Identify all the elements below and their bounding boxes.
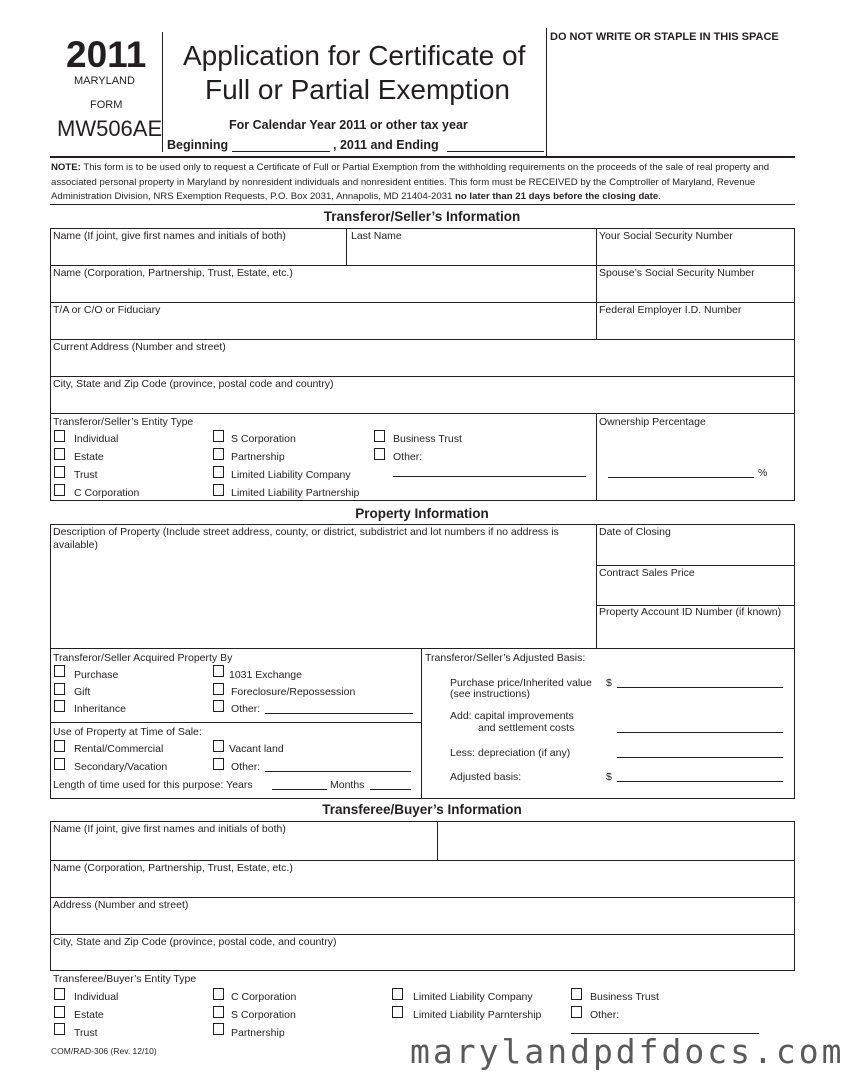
form-state: MARYLAND — [74, 75, 135, 87]
seller-section-heading: Transferor/Seller’s Information — [323, 209, 521, 224]
use-rental-label: Rental/Commercial — [74, 743, 164, 755]
adjusted-basis-label: Adjusted basis: — [450, 771, 522, 783]
seller-row-line — [50, 302, 795, 303]
header-bottom-rule — [50, 156, 795, 158]
property-col-line — [421, 648, 422, 799]
seller-other-checkbox[interactable] — [374, 448, 385, 460]
depreciation-label: Less: depreciation (if any) — [450, 747, 571, 759]
form-code: COM/RAD-306 (Rev. 12/10) — [51, 1046, 157, 1056]
seller-partnership-checkbox[interactable] — [213, 448, 224, 460]
depreciation-field[interactable] — [617, 757, 783, 758]
page-title: Application for Certificate of — [183, 40, 526, 71]
property-section-heading: Property Information — [355, 506, 489, 521]
buyer-name-corp-field[interactable]: Name (Corporation, Partnership, Trust, Estate, etc.) — [53, 862, 293, 874]
seller-row-line — [50, 413, 795, 414]
seller-partnership-label: Partnership — [231, 451, 285, 463]
property-account-id-field[interactable]: Property Account ID Number (if known) — [599, 606, 782, 618]
buyer-estate-label: Estate — [74, 1009, 104, 1021]
note-end: . — [658, 191, 661, 203]
buyer-individual-label: Individual — [74, 991, 119, 1003]
percent-sign: % — [758, 467, 768, 479]
use-other-field[interactable] — [265, 771, 411, 772]
acq-purchase-checkbox[interactable] — [54, 665, 65, 677]
acq-other-label: Other: — [231, 703, 261, 715]
adjusted-basis-heading: Transferor/Seller’s Adjusted Basis: — [425, 652, 586, 664]
buyer-llp-checkbox[interactable] — [392, 1006, 403, 1018]
buyer-s-corp-label: S Corporation — [231, 1009, 296, 1021]
buyer-s-corp-checkbox[interactable] — [213, 1006, 224, 1018]
date-of-closing-field[interactable]: Date of Closing — [599, 526, 671, 538]
seller-entity-type-label: Transferor/Seller’s Entity Type — [53, 416, 194, 428]
seller-spouse-ssn-field[interactable]: Spouse’s Social Security Number — [599, 267, 755, 279]
acq-inheritance-checkbox[interactable] — [54, 700, 65, 712]
seller-llc-checkbox[interactable] — [213, 466, 224, 478]
buyer-trust-checkbox[interactable] — [54, 1023, 65, 1035]
beginning-field[interactable] — [232, 151, 330, 152]
seller-row-line — [50, 339, 795, 340]
seller-name-joint-field[interactable]: Name (If joint, give first names and initials of both) — [53, 230, 286, 242]
seller-estate-label: Estate — [74, 451, 104, 463]
buyer-row-line — [50, 860, 795, 861]
buyer-c-corp-checkbox[interactable] — [213, 988, 224, 1000]
seller-row-line — [50, 265, 795, 266]
acq-foreclosure-checkbox[interactable] — [213, 683, 224, 695]
months-label: Months — [330, 779, 365, 791]
acq-gift-checkbox[interactable] — [54, 683, 65, 695]
seller-trust-label: Trust — [74, 469, 98, 481]
months-field[interactable] — [370, 789, 411, 790]
buyer-llc-label: Limited Liability Company — [413, 991, 533, 1003]
use-other-checkbox[interactable] — [213, 758, 224, 770]
seller-ownership-label: Ownership Percentage — [599, 416, 706, 428]
seller-other-label: Other: — [393, 451, 423, 463]
seller-business-trust-checkbox[interactable] — [374, 430, 385, 442]
seller-col-line — [596, 413, 597, 501]
buyer-llc-checkbox[interactable] — [392, 988, 403, 1000]
buyer-individual-checkbox[interactable] — [54, 988, 65, 1000]
seller-s-corp-label: S Corporation — [231, 433, 296, 445]
seller-business-trust-label: Business Trust — [393, 433, 462, 445]
use-secondary-label: Secondary/Vacation — [74, 761, 168, 773]
form-year: 2011 — [66, 34, 147, 75]
buyer-other-label: Other: — [590, 1009, 620, 1021]
acq-other-checkbox[interactable] — [213, 700, 224, 712]
see-instructions-label: (see instructions) — [450, 688, 530, 700]
use-secondary-checkbox[interactable] — [54, 758, 65, 770]
tax-year-subtitle: For Calendar Year 2011 or other tax year — [229, 118, 468, 132]
seller-name-corp-field[interactable]: Name (Corporation, Partnership, Trust, Estate, etc.) — [53, 267, 293, 279]
do-not-write-notice: DO NOT WRITE OR STAPLE IN THIS SPACE — [550, 31, 779, 43]
use-vacant-label: Vacant land — [229, 743, 284, 755]
seller-col-line — [346, 228, 347, 265]
note-text — [51, 161, 796, 205]
acq-foreclosure-label: Foreclosure/Repossession — [231, 686, 356, 698]
capital-improvements-field[interactable] — [617, 732, 783, 733]
dollar-sign-2: $ — [606, 771, 612, 783]
ending-field[interactable] — [447, 151, 544, 152]
use-rental-checkbox[interactable] — [54, 740, 65, 752]
buyer-business-trust-checkbox[interactable] — [571, 988, 582, 1000]
seller-llp-checkbox[interactable] — [213, 484, 224, 496]
use-vacant-checkbox[interactable] — [213, 740, 224, 752]
seller-other-field[interactable] — [393, 476, 586, 477]
purchase-price-label: Purchase price/Inherited value — [450, 677, 592, 689]
acq-purchase-label: Purchase — [74, 669, 119, 681]
adjusted-basis-field[interactable] — [617, 781, 783, 782]
buyer-col-line — [437, 821, 438, 860]
buyer-address-field[interactable]: Address (Number and street) — [53, 899, 189, 911]
property-row-line — [596, 565, 795, 566]
seller-llp-label: Limited Liability Partnership — [231, 487, 360, 499]
buyer-c-corp-label: C Corporation — [231, 991, 297, 1003]
seller-llc-label: Limited Liability Company — [231, 469, 351, 481]
buyer-row-line — [50, 934, 795, 935]
seller-estate-checkbox[interactable] — [54, 448, 65, 460]
note-deadline: no later than 21 days before the closing date — [455, 191, 659, 203]
buyer-name-joint-field[interactable]: Name (If joint, give first names and initials of both) — [53, 823, 286, 835]
years-field[interactable] — [272, 789, 327, 790]
buyer-trust-label: Trust — [74, 1027, 98, 1039]
acquired-by-label: Transferor/Seller Acquired Property By — [53, 652, 233, 664]
buyer-row-line — [50, 897, 795, 898]
seller-address-field[interactable]: Current Address (Number and street) — [53, 341, 226, 353]
seller-individual-label: Individual — [74, 433, 119, 445]
buyer-city-field[interactable]: City, State and Zip Code (province, postal code, and country) — [53, 936, 337, 948]
buyer-partnership-checkbox[interactable] — [213, 1023, 224, 1035]
beginning-label: Beginning — [167, 138, 229, 152]
buyer-llp-label: Limited Liability Parntership — [413, 1009, 542, 1021]
buyer-other-checkbox[interactable] — [571, 1006, 582, 1018]
property-col-line — [596, 524, 597, 648]
dollar-sign-1: $ — [606, 677, 612, 689]
property-row-line — [50, 722, 421, 723]
acq-1031-exchange-checkbox[interactable] — [213, 665, 224, 677]
page-title-line2: Full or Partial Exemption — [205, 74, 511, 105]
seller-c-corp-label: C Corporation — [74, 487, 140, 499]
acq-other-field[interactable] — [265, 713, 413, 714]
buyer-business-trust-label: Business Trust — [590, 991, 659, 1003]
buyer-box — [50, 821, 795, 971]
use-of-property-label: Use of Property at Time of Sale: — [53, 726, 202, 738]
acq-gift-label: Gift — [74, 686, 91, 698]
settlement-costs-label: and settlement costs — [478, 722, 575, 734]
seller-col-line — [596, 228, 597, 339]
acq-1031-exchange-label: 1031 Exchange — [229, 669, 302, 681]
property-row-line — [50, 648, 795, 649]
length-of-time-label: Length of time used for this purpose: Years — [53, 779, 253, 791]
seller-ssn-field[interactable]: Your Social Security Number — [599, 230, 733, 242]
purchase-price-field[interactable] — [617, 687, 783, 688]
contract-sales-price-field[interactable]: Contract Sales Price — [599, 567, 695, 579]
seller-fein-field[interactable]: Federal Employer I.D. Number — [599, 304, 742, 316]
capital-improvements-label: Add: capital improvements — [450, 710, 574, 722]
form-number: MW506AE — [57, 116, 163, 141]
seller-last-name-field[interactable]: Last Name — [351, 230, 402, 242]
note-bottom-rule — [50, 204, 795, 205]
acq-inheritance-label: Inheritance — [74, 703, 126, 715]
watermark: marylandpdfdocs.com — [410, 1032, 844, 1071]
note-label: NOTE: — [51, 162, 81, 173]
seller-row-line — [50, 376, 795, 377]
seller-s-corp-checkbox[interactable] — [213, 430, 224, 442]
buyer-estate-checkbox[interactable] — [54, 1006, 65, 1018]
header-divider-right — [546, 28, 547, 156]
ending-label: , 2011 and Ending — [333, 138, 439, 152]
seller-city-field[interactable]: City, State and Zip Code (province, postal code and country) — [53, 378, 334, 390]
seller-ta-field[interactable]: T/A or C/O or Fiduciary — [53, 304, 161, 316]
buyer-entity-type-label: Transferee/Buyer’s Entity Type — [53, 973, 197, 985]
ownership-percentage-field[interactable] — [608, 477, 754, 478]
seller-c-corp-checkbox[interactable] — [54, 484, 65, 496]
seller-trust-checkbox[interactable] — [54, 466, 65, 478]
use-other-label: Other: — [231, 761, 261, 773]
note-body: This form is to be used only to request a Certificate of Full or Partial Exemption from the withholding requirements on the proceeds of the sale of real property and associated personal property in Maryland by nonresident individuals and nonresident entities. This form must be RECEIVED by the Comptroller of Maryland, Revenue Administration Division, NRS Exemption Requests, P.O. Box 2031, Annapolis, MD 21404-2031 — [51, 162, 770, 203]
buyer-section-heading: Transferee/Buyer’s Information — [322, 802, 522, 817]
buyer-partnership-label: Partnership — [231, 1027, 285, 1039]
property-description-field[interactable]: Description of Property (Include street address, county, or district, subdistrict and lot numbers if no address is available) — [53, 526, 559, 551]
form-label: FORM — [90, 99, 123, 111]
header-divider-left — [162, 32, 163, 152]
seller-individual-checkbox[interactable] — [54, 430, 65, 442]
